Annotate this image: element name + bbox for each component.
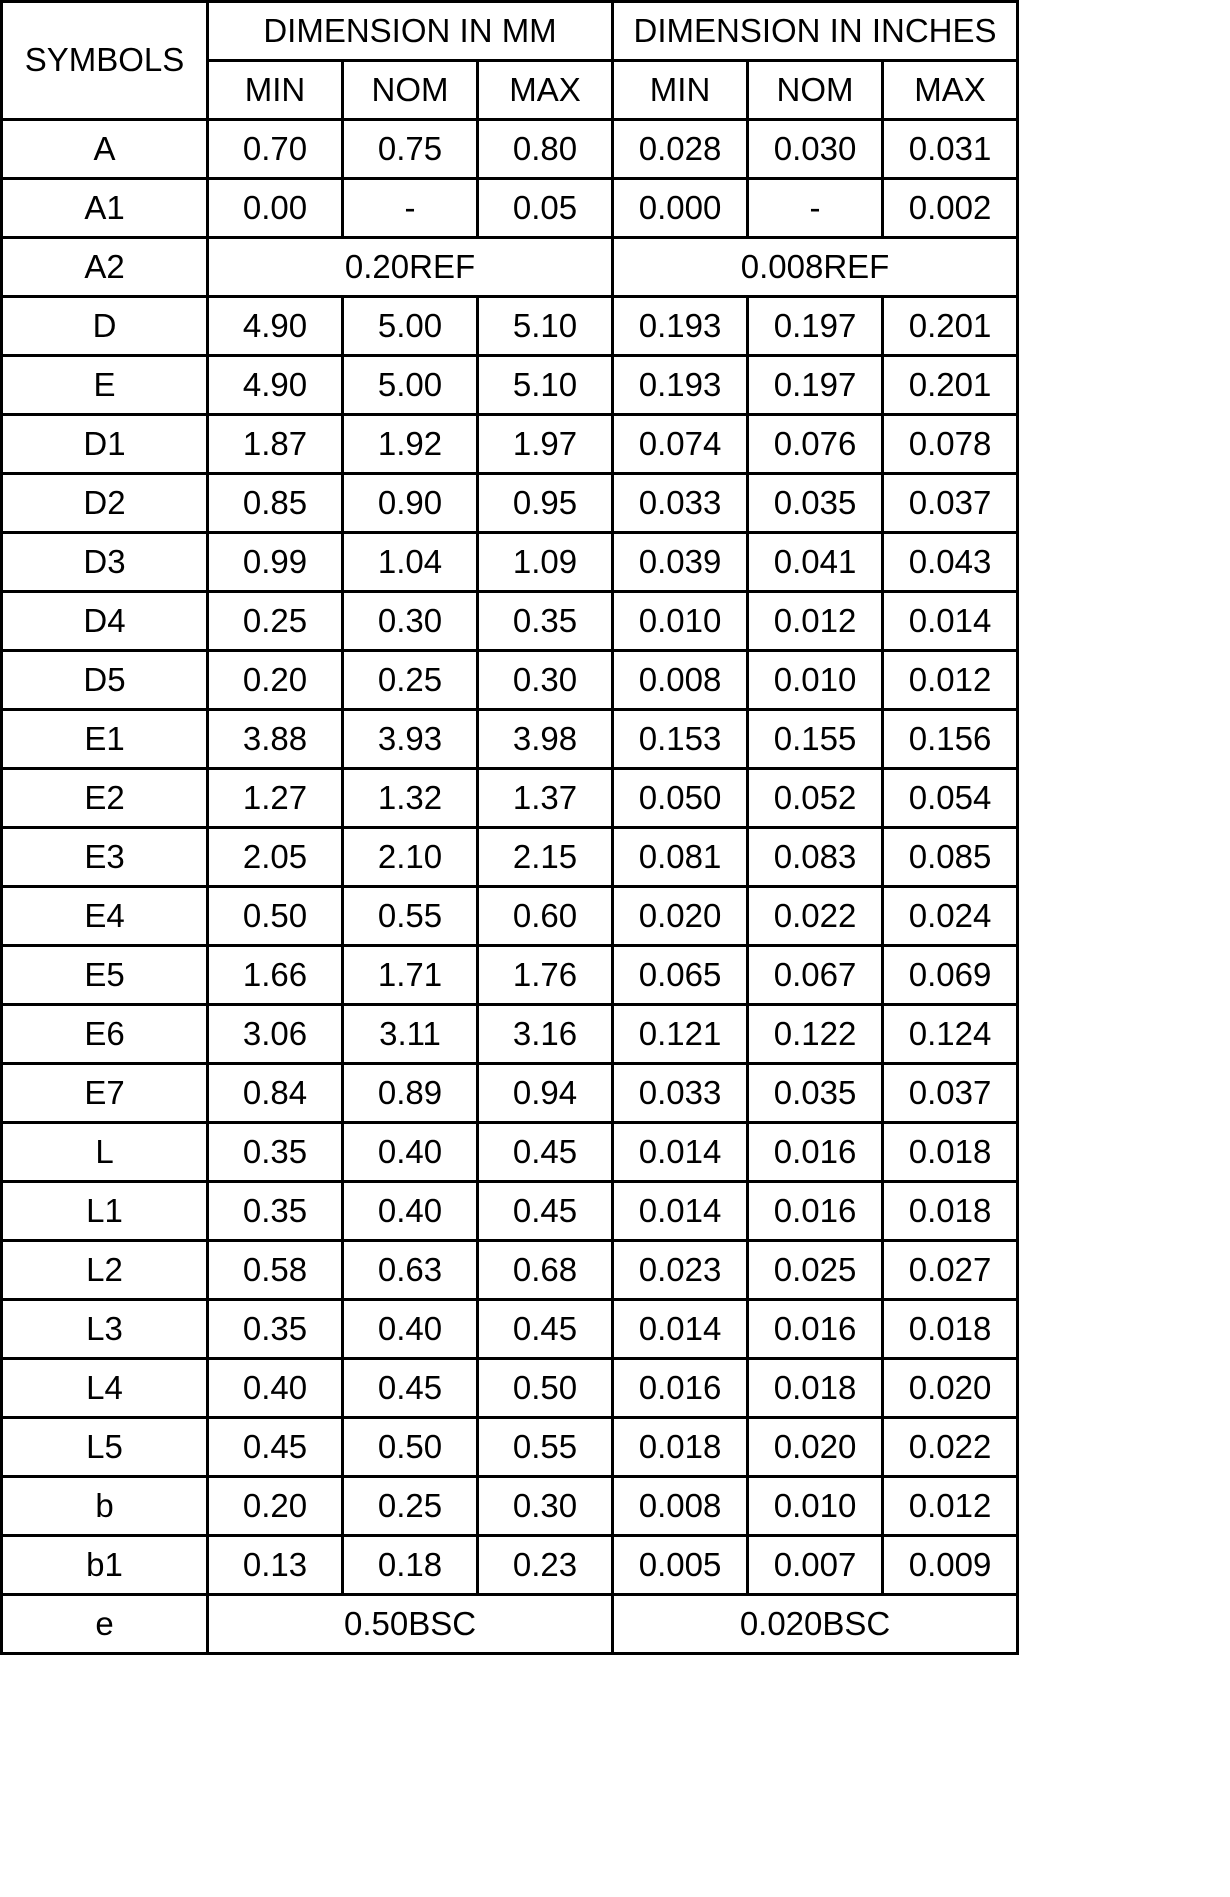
symbol-cell: L4 [2, 1359, 208, 1418]
value-cell-mm-nom: 0.30 [343, 592, 478, 651]
symbol-cell: E6 [2, 1005, 208, 1064]
value-cell-mm-nom: 0.50 [343, 1418, 478, 1477]
value-cell-inch-nom: 0.035 [748, 474, 883, 533]
value-cell-mm-max: 2.15 [478, 828, 613, 887]
symbol-cell: D [2, 297, 208, 356]
value-cell-mm-nom: 0.90 [343, 474, 478, 533]
value-cell-mm-min: 0.85 [208, 474, 343, 533]
table-row [2, 1477, 1018, 1536]
table-row [2, 356, 1018, 415]
value-cell-mm-min: 0.20 [208, 651, 343, 710]
value-cell-mm-min: 1.27 [208, 769, 343, 828]
table-body [2, 120, 1018, 1654]
value-cell-mm-nom: 0.63 [343, 1241, 478, 1300]
table-row [2, 120, 1018, 179]
value-cell-inch-max: 0.043 [883, 533, 1018, 592]
table-row [2, 651, 1018, 710]
value-cell-inch-nom: 0.016 [748, 1182, 883, 1241]
symbol-cell: L2 [2, 1241, 208, 1300]
value-cell-mm-min: 4.90 [208, 297, 343, 356]
value-cell-mm-max: 0.45 [478, 1182, 613, 1241]
column-header-mm-nom: NOM [343, 61, 478, 120]
value-cell-inch-min: 0.121 [613, 1005, 748, 1064]
value-cell-mm-nom: 0.40 [343, 1300, 478, 1359]
value-cell-inch-max: 0.002 [883, 179, 1018, 238]
value-cell-inch-nom: 0.025 [748, 1241, 883, 1300]
value-cell-mm-min: 3.06 [208, 1005, 343, 1064]
value-cell-mm-nom: - [343, 179, 478, 238]
value-cell-mm-max: 5.10 [478, 297, 613, 356]
table-row [2, 297, 1018, 356]
value-cell-mm-nom: 0.25 [343, 651, 478, 710]
value-cell-inch-max: 0.156 [883, 710, 1018, 769]
value-cell-inch-nom: 0.197 [748, 356, 883, 415]
symbol-cell: A1 [2, 179, 208, 238]
value-cell-inch-min: 0.010 [613, 592, 748, 651]
value-cell-mm-max: 0.55 [478, 1418, 613, 1477]
value-cell-mm-nom: 5.00 [343, 356, 478, 415]
column-header-inch-nom: NOM [748, 61, 883, 120]
table-header [2, 2, 1018, 120]
value-cell-inch-min: 0.008 [613, 651, 748, 710]
table-row [2, 946, 1018, 1005]
value-cell-mm-nom: 0.75 [343, 120, 478, 179]
value-cell-mm-min: 0.00 [208, 179, 343, 238]
value-cell-mm-max: 0.23 [478, 1536, 613, 1595]
value-cell-inch-nom: 0.067 [748, 946, 883, 1005]
table-row [2, 1359, 1018, 1418]
value-cell-mm-max: 0.45 [478, 1123, 613, 1182]
value-cell-inch-nom: 0.197 [748, 297, 883, 356]
value-cell-mm-min: 0.35 [208, 1182, 343, 1241]
value-cell-mm-min: 3.88 [208, 710, 343, 769]
value-cell-inch-max: 0.078 [883, 415, 1018, 474]
value-cell-inch-max: 0.124 [883, 1005, 1018, 1064]
value-cell-inch-max: 0.031 [883, 120, 1018, 179]
value-cell-inch-min: 0.023 [613, 1241, 748, 1300]
symbol-cell: D5 [2, 651, 208, 710]
value-cell-mm-max: 3.98 [478, 710, 613, 769]
value-cell-inch-min: 0.005 [613, 1536, 748, 1595]
value-cell-inch-max: 0.012 [883, 1477, 1018, 1536]
value-cell-mm-min: 0.40 [208, 1359, 343, 1418]
value-cell-inch-nom: 0.122 [748, 1005, 883, 1064]
value-cell-mm-nom: 1.32 [343, 769, 478, 828]
symbol-cell: A2 [2, 238, 208, 297]
value-cell-mm-nom: 2.10 [343, 828, 478, 887]
value-cell-mm-nom: 0.40 [343, 1123, 478, 1182]
value-cell-mm-nom: 0.89 [343, 1064, 478, 1123]
value-cell-mm-max: 0.94 [478, 1064, 613, 1123]
table-row [2, 1182, 1018, 1241]
value-cell-inch-nom: 0.010 [748, 1477, 883, 1536]
symbol-cell: E3 [2, 828, 208, 887]
value-cell-mm-max: 0.05 [478, 179, 613, 238]
value-cell-inch-min: 0.039 [613, 533, 748, 592]
value-cell-mm-min: 1.66 [208, 946, 343, 1005]
value-cell-inch-nom: 0.010 [748, 651, 883, 710]
value-cell-inch-nom: 0.016 [748, 1123, 883, 1182]
value-cell-mm-span: 0.20REF [208, 238, 613, 297]
table-row [2, 1241, 1018, 1300]
value-cell-mm-nom: 5.00 [343, 297, 478, 356]
symbol-cell: E [2, 356, 208, 415]
value-cell-inch-max: 0.054 [883, 769, 1018, 828]
value-cell-inch-min: 0.014 [613, 1300, 748, 1359]
value-cell-mm-nom: 3.11 [343, 1005, 478, 1064]
column-header-symbols: SYMBOLS [2, 2, 208, 120]
value-cell-mm-max: 5.10 [478, 356, 613, 415]
symbol-cell: b1 [2, 1536, 208, 1595]
table-row [2, 179, 1018, 238]
value-cell-inch-nom: 0.035 [748, 1064, 883, 1123]
table-row [2, 592, 1018, 651]
value-cell-inch-nom: 0.016 [748, 1300, 883, 1359]
value-cell-inch-min: 0.014 [613, 1182, 748, 1241]
value-cell-inch-nom: 0.083 [748, 828, 883, 887]
value-cell-mm-max: 1.37 [478, 769, 613, 828]
symbol-cell: E4 [2, 887, 208, 946]
value-cell-inch-min: 0.033 [613, 474, 748, 533]
value-cell-mm-min: 0.25 [208, 592, 343, 651]
value-cell-inch-min: 0.018 [613, 1418, 748, 1477]
value-cell-inch-min: 0.193 [613, 356, 748, 415]
value-cell-mm-nom: 1.92 [343, 415, 478, 474]
value-cell-inch-max: 0.022 [883, 1418, 1018, 1477]
value-cell-inch-max: 0.014 [883, 592, 1018, 651]
table-row [2, 769, 1018, 828]
symbol-cell: b [2, 1477, 208, 1536]
symbol-cell: D1 [2, 415, 208, 474]
value-cell-inch-min: 0.065 [613, 946, 748, 1005]
value-cell-inch-max: 0.012 [883, 651, 1018, 710]
value-cell-mm-nom: 0.55 [343, 887, 478, 946]
value-cell-inch-nom: 0.020 [748, 1418, 883, 1477]
value-cell-mm-min: 0.35 [208, 1123, 343, 1182]
value-cell-inch-max: 0.024 [883, 887, 1018, 946]
value-cell-inch-nom: 0.052 [748, 769, 883, 828]
value-cell-inch-nom: 0.022 [748, 887, 883, 946]
symbol-cell: D4 [2, 592, 208, 651]
table-row [2, 828, 1018, 887]
value-cell-mm-min: 0.50 [208, 887, 343, 946]
symbol-cell: L5 [2, 1418, 208, 1477]
value-cell-mm-min: 2.05 [208, 828, 343, 887]
value-cell-inch-max: 0.009 [883, 1536, 1018, 1595]
value-cell-inch-max: 0.027 [883, 1241, 1018, 1300]
value-cell-inch-min: 0.074 [613, 415, 748, 474]
value-cell-mm-min: 0.58 [208, 1241, 343, 1300]
symbol-cell: E1 [2, 710, 208, 769]
value-cell-inch-max: 0.201 [883, 356, 1018, 415]
value-cell-mm-max: 0.30 [478, 651, 613, 710]
table-row [2, 415, 1018, 474]
value-cell-mm-nom: 1.04 [343, 533, 478, 592]
value-cell-inch-min: 0.014 [613, 1123, 748, 1182]
column-header-group-mm: DIMENSION IN MM [208, 2, 613, 61]
value-cell-mm-nom: 0.25 [343, 1477, 478, 1536]
table-row [2, 887, 1018, 946]
table-row [2, 238, 1018, 297]
symbol-cell: e [2, 1595, 208, 1654]
value-cell-inch-max: 0.037 [883, 474, 1018, 533]
value-cell-inch-nom: - [748, 179, 883, 238]
value-cell-inch-max: 0.085 [883, 828, 1018, 887]
symbol-cell: E7 [2, 1064, 208, 1123]
value-cell-inch-nom: 0.018 [748, 1359, 883, 1418]
value-cell-mm-max: 3.16 [478, 1005, 613, 1064]
value-cell-mm-min: 0.45 [208, 1418, 343, 1477]
table-row [2, 1536, 1018, 1595]
column-header-inch-min: MIN [613, 61, 748, 120]
value-cell-inch-min: 0.028 [613, 120, 748, 179]
value-cell-inch-max: 0.018 [883, 1123, 1018, 1182]
value-cell-inch-nom: 0.155 [748, 710, 883, 769]
column-header-group-inches: DIMENSION IN INCHES [613, 2, 1018, 61]
value-cell-inch-max: 0.201 [883, 297, 1018, 356]
table-row [2, 1123, 1018, 1182]
value-cell-inch-nom: 0.007 [748, 1536, 883, 1595]
value-cell-mm-min: 1.87 [208, 415, 343, 474]
column-header-mm-max: MAX [478, 61, 613, 120]
table-row [2, 1300, 1018, 1359]
value-cell-inch-min: 0.153 [613, 710, 748, 769]
value-cell-mm-max: 1.09 [478, 533, 613, 592]
table-row [2, 1595, 1018, 1654]
table-row [2, 474, 1018, 533]
table-row [2, 1064, 1018, 1123]
table-row [2, 710, 1018, 769]
value-cell-inch-max: 0.018 [883, 1182, 1018, 1241]
value-cell-mm-max: 0.60 [478, 887, 613, 946]
value-cell-mm-nom: 3.93 [343, 710, 478, 769]
symbol-cell: A [2, 120, 208, 179]
value-cell-mm-min: 0.70 [208, 120, 343, 179]
value-cell-mm-max: 1.97 [478, 415, 613, 474]
value-cell-inch-nom: 0.041 [748, 533, 883, 592]
symbol-cell: L [2, 1123, 208, 1182]
symbol-cell: E5 [2, 946, 208, 1005]
value-cell-inch-span: 0.008REF [613, 238, 1018, 297]
value-cell-mm-max: 0.68 [478, 1241, 613, 1300]
column-header-inch-max: MAX [883, 61, 1018, 120]
value-cell-inch-min: 0.020 [613, 887, 748, 946]
value-cell-mm-min: 0.35 [208, 1300, 343, 1359]
value-cell-mm-nom: 0.18 [343, 1536, 478, 1595]
value-cell-mm-nom: 0.45 [343, 1359, 478, 1418]
value-cell-mm-min: 0.13 [208, 1536, 343, 1595]
value-cell-inch-max: 0.020 [883, 1359, 1018, 1418]
value-cell-mm-min: 0.99 [208, 533, 343, 592]
value-cell-mm-max: 0.45 [478, 1300, 613, 1359]
value-cell-mm-max: 1.76 [478, 946, 613, 1005]
value-cell-inch-nom: 0.030 [748, 120, 883, 179]
value-cell-inch-min: 0.050 [613, 769, 748, 828]
value-cell-inch-max: 0.069 [883, 946, 1018, 1005]
value-cell-inch-min: 0.000 [613, 179, 748, 238]
table-header-row-groups [2, 2, 1018, 61]
symbol-cell: E2 [2, 769, 208, 828]
value-cell-inch-min: 0.033 [613, 1064, 748, 1123]
value-cell-inch-min: 0.008 [613, 1477, 748, 1536]
value-cell-mm-max: 0.50 [478, 1359, 613, 1418]
value-cell-mm-min: 4.90 [208, 356, 343, 415]
symbol-cell: D2 [2, 474, 208, 533]
value-cell-inch-nom: 0.076 [748, 415, 883, 474]
symbol-cell: L1 [2, 1182, 208, 1241]
value-cell-mm-max: 0.80 [478, 120, 613, 179]
value-cell-inch-max: 0.037 [883, 1064, 1018, 1123]
value-cell-inch-min: 0.193 [613, 297, 748, 356]
value-cell-mm-min: 0.84 [208, 1064, 343, 1123]
table-row [2, 533, 1018, 592]
value-cell-inch-min: 0.016 [613, 1359, 748, 1418]
value-cell-inch-max: 0.018 [883, 1300, 1018, 1359]
value-cell-mm-max: 0.35 [478, 592, 613, 651]
value-cell-mm-nom: 1.71 [343, 946, 478, 1005]
value-cell-inch-nom: 0.012 [748, 592, 883, 651]
value-cell-mm-max: 0.95 [478, 474, 613, 533]
value-cell-mm-span: 0.50BSC [208, 1595, 613, 1654]
symbol-cell: L3 [2, 1300, 208, 1359]
value-cell-mm-nom: 0.40 [343, 1182, 478, 1241]
value-cell-inch-span: 0.020BSC [613, 1595, 1018, 1654]
value-cell-mm-max: 0.30 [478, 1477, 613, 1536]
symbol-cell: D3 [2, 533, 208, 592]
value-cell-mm-min: 0.20 [208, 1477, 343, 1536]
table-row [2, 1005, 1018, 1064]
table-row [2, 1418, 1018, 1477]
column-header-mm-min: MIN [208, 61, 343, 120]
value-cell-inch-min: 0.081 [613, 828, 748, 887]
